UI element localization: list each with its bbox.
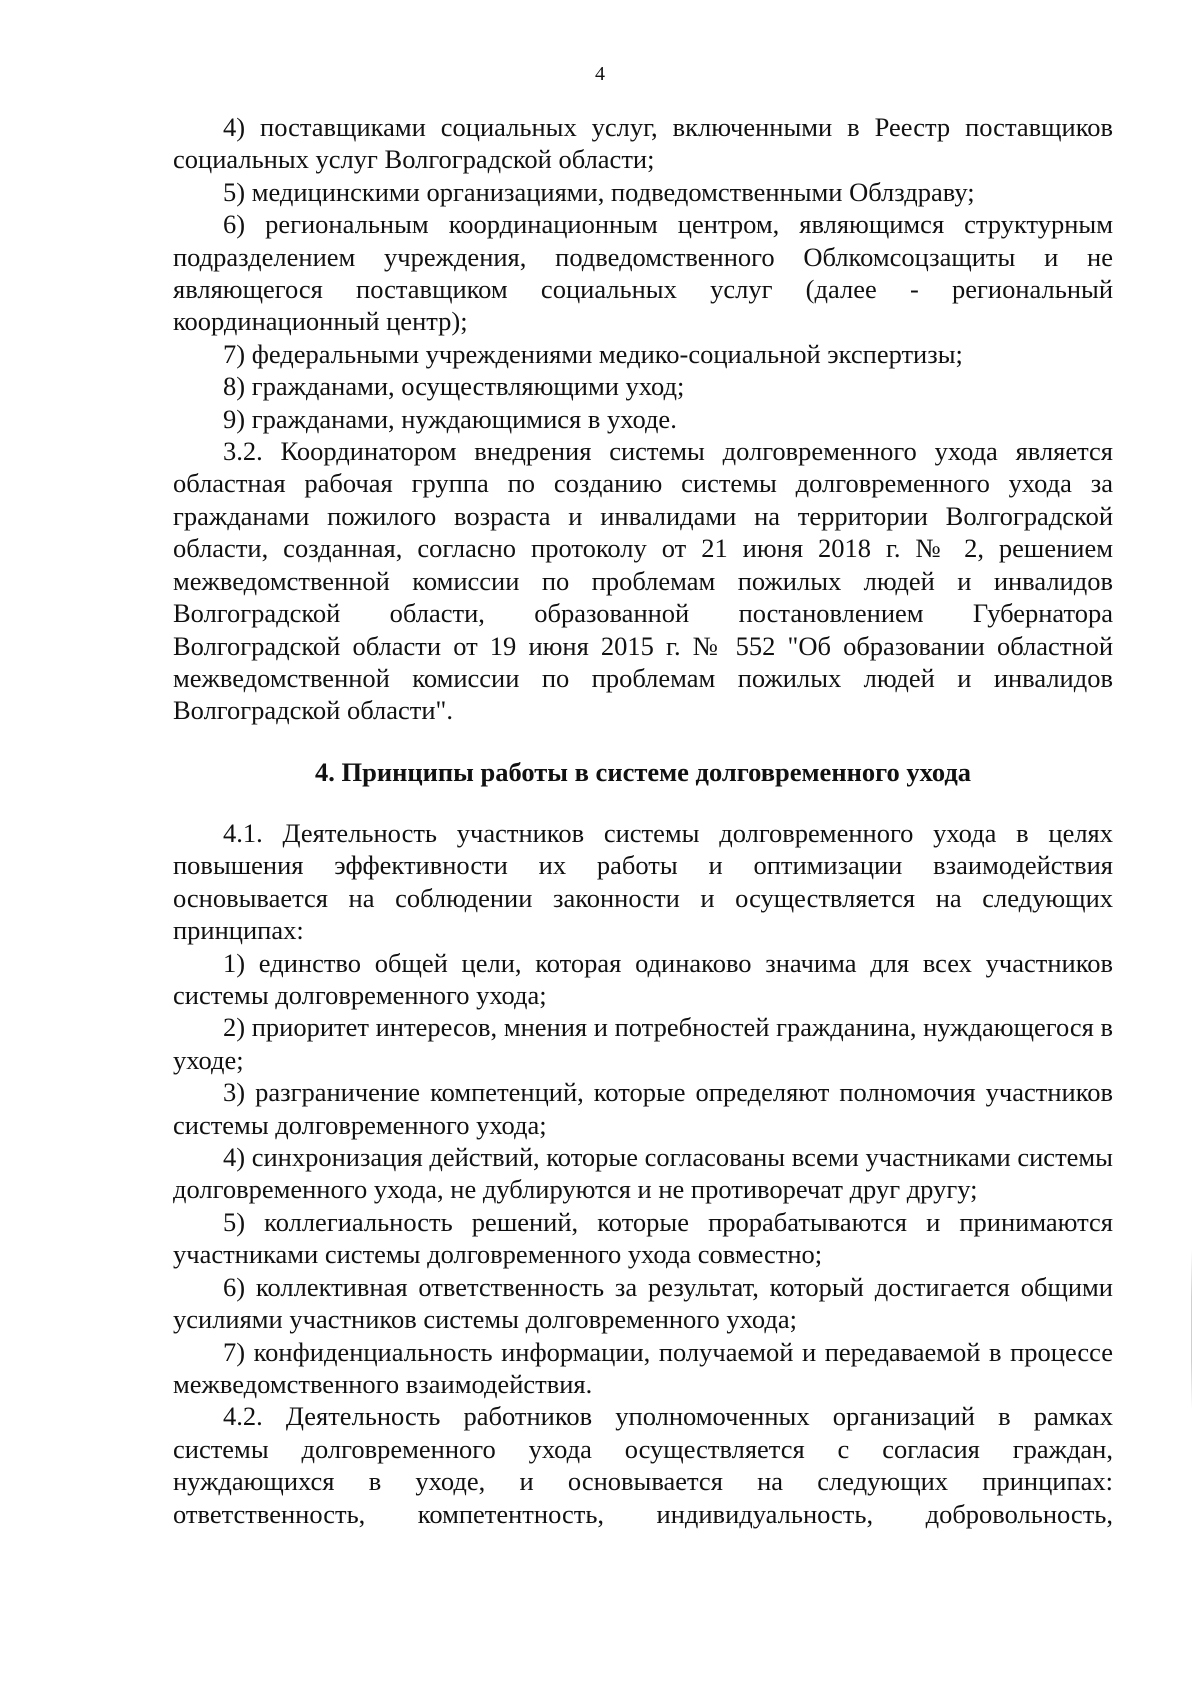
- paragraph-3-2: 3.2. Координатором внедрения системы долговременного ухода является областная рабочая группа по созданию системы долговременного ухода за гражданами пожилого возраста и инвалидами на территории Волгоградской области, созданная, согласно протоколу от 21 июня 2018 г. № 2, решением межведомственной комиссии по проблемам пожилых людей и инвалидов Волгоградской области, образованной постановлением Губернатора Волгоградской области от 19 июня 2015 г. № 552 "Об образовании областной межведомственной комиссии по проблемам пожилых людей и инвалидов Волгоградской области".: [173, 436, 1113, 726]
- list-item: 6) региональным координационным центром, являющимся структурным подразделением учреждения, подведомственного Облкомсоцзащиты и не являющегося поставщиком социальных услуг (далее - региональный координационный центр);: [173, 209, 1113, 337]
- list-item: 7) конфиденциальность информации, получаемой и передаваемой в процессе межведомственного взаимодействия.: [173, 1336, 1113, 1399]
- section-3-list: [173, 111, 1113, 727]
- paragraph-4-2: 4.2. Деятельность работников уполномоченных организаций в рамках системы долговременного ухода осуществляется с согласия граждан, нуждающихся в уходе, и основывается на следующих принципах: ответственность, компетентность, индивидуальность, добровольность,: [173, 1401, 1113, 1529]
- list-item: 4) синхронизация действий, которые согласованы всеми участниками системы долговременного ухода, не дублируются и не противоречат друг другу;: [173, 1142, 1113, 1205]
- section-4-body: [173, 817, 1113, 1530]
- list-item: 5) медицинскими организациями, подведомственными Облздраву;: [223, 176, 975, 207]
- list-item: 4) поставщиками социальных услуг, включенными в Реестр поставщиков социальных услуг Волгоградской области;: [173, 112, 1113, 175]
- list-item: 2) приоритет интересов, мнения и потребностей гражданина, нуждающегося в уходе;: [173, 1012, 1113, 1075]
- section-4-heading: 4. Принципы работы в системе долговременного ухода: [314, 757, 971, 787]
- list-item: 3) разграничение компетенций, которые определяют полномочия участников системы долговременного ухода;: [173, 1077, 1113, 1140]
- list-item: 8) гражданами, осуществляющими уход;: [223, 371, 685, 402]
- list-item: 7) федеральными учреждениями медико-социальной экспертизы;: [223, 338, 963, 369]
- list-item: 9) гражданами, нуждающимися в уходе.: [223, 403, 677, 434]
- list-item: 6) коллективная ответственность за результат, который достигается общими усилиями участников системы долговременного ухода;: [173, 1271, 1113, 1335]
- list-item: 5) коллегиальность решений, которые прорабатываются и принимаются участниками системы долговременного ухода совместно;: [173, 1206, 1113, 1270]
- paragraph-4-1: 4.1. Деятельность участников системы долговременного ухода в целях повышения эффективности их работы и оптимизации взаимодействия основывается на соблюдении законности и осуществляется на следующих принципах:: [173, 818, 1113, 946]
- list-item: 1) единство общей цели, которая одинаково значима для всех участников системы долговременного ухода;: [173, 947, 1113, 1011]
- scan-edge-mark: [1191, 1250, 1192, 1410]
- page-number: 4: [595, 63, 605, 85]
